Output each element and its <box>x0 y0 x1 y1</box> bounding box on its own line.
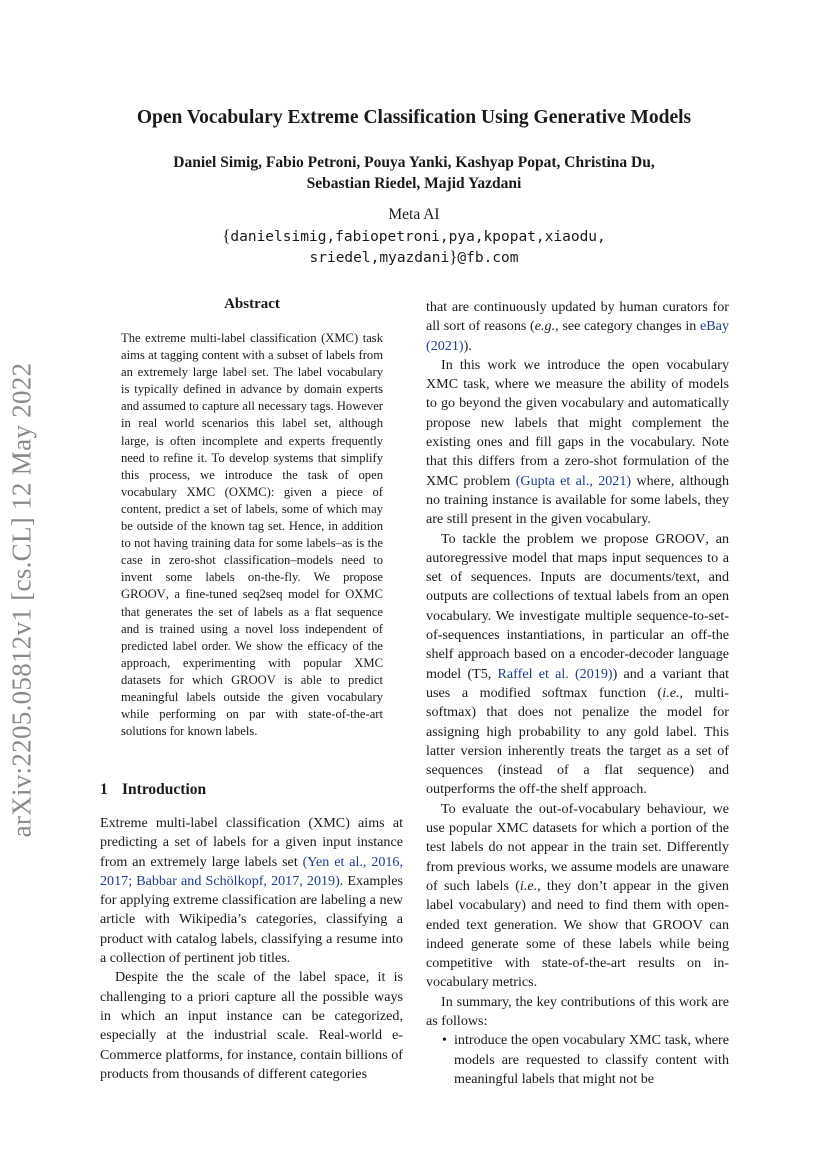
model-name: GROOV <box>231 672 276 687</box>
model-name: GROOV <box>652 916 703 933</box>
paragraph: that are continuously updated by human curators for all sort of reasons (e.g., see category changes in eBay (2021)). <box>426 299 729 354</box>
email-line-1: danielsimig,fabiopetroni,pya,kpopat,xiaodu, <box>230 229 606 245</box>
paragraph: Extreme multi-label classification (XMC) aims at predicting a set of labels for a given input instance from an extremely large labels set (Yen et al., 2016, 2017; Babbar and Schölkopf, 2017, 2019). Examples for applying extreme classification are labeling a new article with Wikipedia’s categories, classifying a product with catalog labels, classifying a resume into a collection of pertinent job titles. <box>100 815 403 967</box>
citation-link[interactable]: (Yen et al., 2016, 2017; Babbar and Schölkopf, 2017, 2019) <box>100 853 403 889</box>
abstract-heading: Abstract <box>224 296 280 312</box>
affiliation: Meta AI <box>388 206 440 223</box>
bullet-icon: • <box>442 1032 447 1049</box>
model-name: GROOV <box>655 530 706 547</box>
paragraph: In this work we introduce the open vocabulary XMC task, where we measure the ability of models to go beyond the given vocabulary and automatically propose new labels that might complement the existing ones and fill gaps in the vocabulary. Note that this differs from a zero-shot formulation of the XMC problem (Gupta et al., 2021) where, although no training instance is available for some labels, they are still present in the given vocabulary. <box>426 356 730 528</box>
right-column-body <box>426 298 729 1089</box>
author-list <box>0 152 828 194</box>
email-domain: @fb.com <box>457 250 519 266</box>
list-item: • introduce the open vocabulary XMC task, where models are requested to classify content with meaningful labels that might not be <box>442 1032 729 1087</box>
abstract-body: The extreme multi-label classification (XMC) task aims at tagging content with a subset of labels from an extremely large label set. The label vocabulary is typically defined in advance by domain experts and assumed to capture all necessary tags. However in real world scenarios this label set, although large, is often incomplete and experts frequently need to refine it. To develop systems that simplify this process, we introduce the task of open vocabulary XMC (OXMC): given a piece of content, predict a set of labels, some of which may be outside of the known tag set. Hence, in addition to not having training data for some labels–as is the case in zero-shot classification–models need to invent some labels on-the-fly. We propose GROOV, a fine-tuned seq2seq model for OXMC that generates the set of labels as a flat sequence and is trained using a novel loss independent of predicted label order. We show the efficacy of the approach, experimenting with popular XMC datasets for which GROOV is able to predict meaningful labels outside the given vocabulary while performing on par with state-of-the-art solutions for known labels. <box>121 331 383 739</box>
paragraph: To tackle the problem we propose GROOV, an autoregressive model that maps input sequences to a set of sequences. Inputs are documents/text, and outputs are collections of textual labels from an open vocabulary. We investigate multiple sequence-to-set-of-sequences instantiations, in particular an off-the shelf approach based on a encoder-decoder language model (T5, Raffel et al. (2019)) and a variant that uses a modified softmax function (i.e., multi-softmax) that does not penalize the model for assigning high probability to any gold label. This latter version inherently treats the target as a set of sequences (instead of a flat sequence) and outperforms the off-the shelf approach. <box>426 530 729 798</box>
paper-title: Open Vocabulary Extreme Classification Using Generative Models <box>136 107 692 128</box>
section-number: 1 <box>100 781 108 798</box>
paragraph: Despite the the scale of the label space, it is challenging to a priori capture all the possible ways in which an input instance can be categorized, especially at the industrial scale. Real-world e-Commerce platforms, for instance, contain billions of products from thousands of different categories <box>100 969 403 1082</box>
citation-link[interactable]: eBay (2021) <box>426 318 729 354</box>
section-heading-introduction <box>100 781 206 799</box>
email-line-2: sriedel,myazdani <box>309 250 450 266</box>
left-column-body <box>100 814 403 1084</box>
citation-link[interactable]: Raffel et al. (2019) <box>497 665 613 682</box>
model-name: GROOV <box>121 587 166 602</box>
arxiv-identifier[interactable]: arXiv:2205.05812v1 [cs.CL] 12 May 2022 <box>6 362 37 838</box>
paragraph: In summary, the key contributions of this work are as follows: <box>426 993 729 1029</box>
paragraph: To evaluate the out-of-vocabulary behaviour, we use popular XMC datasets for which a portion of the test labels do not appear in the train set. Differently from previous works, we assume models are unaware of such labels (i.e., they don’t appear in the given label vocabulary) and need to find them with open-ended text generation. We show that GROOV can indeed generate some of these labels while being competitive with state-of-the-art results on in-vocabulary metrics. <box>426 800 729 991</box>
citation-link[interactable]: (Gupta et al., 2021) <box>515 472 632 489</box>
author-emails: {danielsimig,fabiopetroni,pya,kpopat,xiaodu, sriedel,myazdani}@fb.com <box>222 226 606 266</box>
author-line-1: Daniel Simig, Fabio Petroni, Pouya Yanki, Kashyap Popat, Christina Du, <box>173 154 655 171</box>
author-line-2: Sebastian Riedel, Majid Yazdani <box>306 175 522 192</box>
section-title: Introduction <box>122 781 207 798</box>
